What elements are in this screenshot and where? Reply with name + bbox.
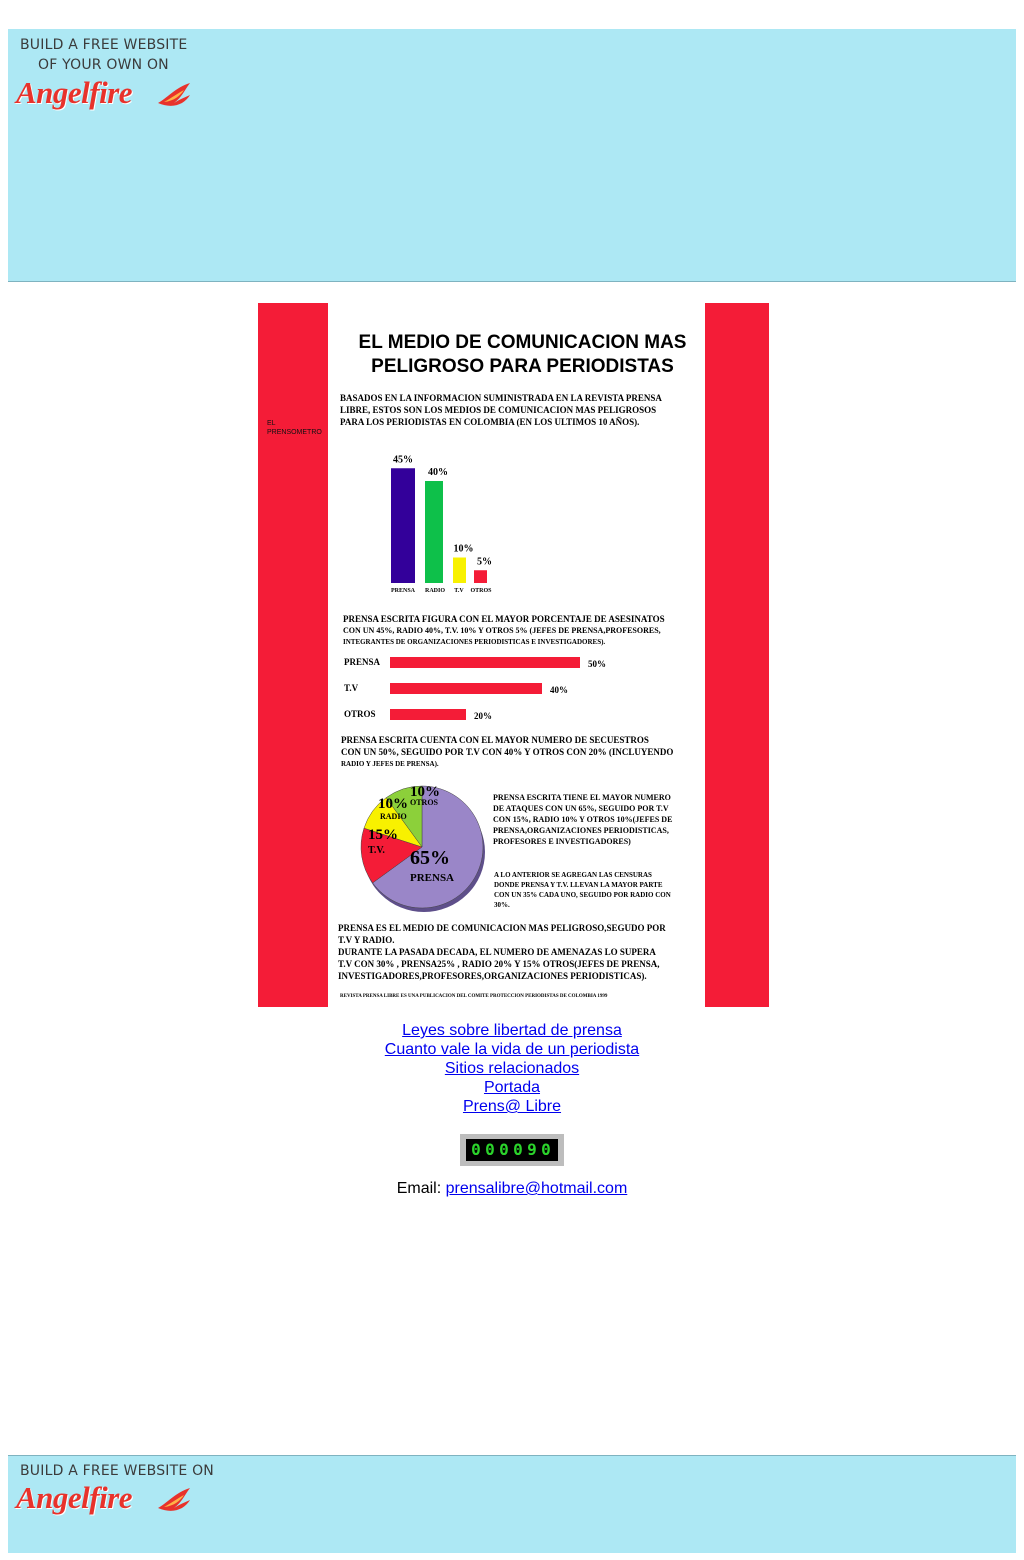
counter-digit: 9 bbox=[527, 1140, 537, 1159]
email-link[interactable]: prensalibre@hotmail.com bbox=[445, 1180, 628, 1197]
bar-prensa bbox=[391, 468, 415, 583]
flame-icon bbox=[156, 81, 192, 111]
pie-value-label: 65% bbox=[410, 847, 450, 869]
red-band-right bbox=[705, 303, 769, 1007]
pie-value-label: 10% bbox=[378, 796, 408, 812]
hbar-category-label: PRENSA bbox=[344, 657, 381, 667]
hbar-value-label: 50% bbox=[588, 659, 606, 669]
asesinatos-line: INTEGRANTES DE ORGANIZACIONES PERIODISTICAS E INVESTIGADORES). bbox=[343, 638, 606, 646]
pie-value-label: 10% bbox=[410, 784, 440, 800]
counter-digit: 0 bbox=[541, 1140, 551, 1159]
red-band-left bbox=[258, 303, 328, 1007]
bar-radio bbox=[425, 481, 443, 583]
bar-category-label: RADIO bbox=[424, 588, 446, 594]
pie-category-label: RADIO bbox=[380, 812, 407, 821]
censuras-line: DONDE PRENSA Y T.V. LLEVAN LA MAYOR PARTE bbox=[494, 881, 663, 889]
conclusion-line: T.V Y RADIO. bbox=[338, 935, 395, 945]
prensometro-poster bbox=[258, 303, 769, 1007]
angelfire-bottom-banner[interactable] bbox=[8, 1455, 1016, 1553]
hit-counter bbox=[460, 1134, 564, 1166]
asesinatos-text bbox=[343, 613, 665, 647]
bar-value-label: 40% bbox=[428, 467, 448, 478]
pie-category-label: PRENSA bbox=[410, 872, 455, 884]
side-label-line1: EL bbox=[267, 420, 276, 427]
asesinatos-line: CON UN 45%, RADIO 40%, T.V. 10% Y OTROS 5% (JEFES DE PRENSA,PROFESORES, bbox=[343, 626, 661, 635]
ataques-line: PRENSA,ORGANIZACIONES PERIODISTICAS, bbox=[493, 826, 669, 835]
hbar-value-label: 40% bbox=[550, 685, 568, 695]
pie-value-label: 15% bbox=[368, 827, 398, 843]
bar-tv bbox=[453, 558, 466, 584]
counter-digit: 0 bbox=[485, 1140, 495, 1159]
hbar-category-label: T.V bbox=[344, 683, 359, 693]
bar-otros bbox=[474, 570, 487, 583]
pie-category-label: T.V. bbox=[368, 845, 385, 856]
counter-digit: 0 bbox=[471, 1140, 481, 1159]
conclusion-line: T.V CON 30% , PRENSA25% , RADIO 20% Y 15% OTROS(JEFES DE PRENSA, bbox=[338, 959, 660, 969]
poster-title bbox=[340, 331, 705, 379]
counter-digit: 0 bbox=[513, 1140, 523, 1159]
intro-text bbox=[340, 392, 662, 428]
side-label bbox=[267, 419, 322, 437]
hbar-otros bbox=[390, 709, 466, 720]
conclusion-line: DURANTE LA PASADA DECADA, EL NUMERO DE AMENAZAS LO SUPERA bbox=[338, 947, 656, 957]
banner-text-line1: BUILD A FREE WEBSITE ON bbox=[20, 1463, 214, 1479]
hbar-category-label: OTROS bbox=[344, 709, 376, 719]
asesinatos-line: PRENSA ESCRITA FIGURA CON EL MAYOR PORCENTAJE DE ASESINATOS bbox=[343, 614, 665, 624]
censuras-line: A LO ANTERIOR SE AGREGAN LAS CENSURAS bbox=[494, 871, 652, 879]
intro-line: PARA LOS PERIODISTAS EN COLOMBIA (EN LOS ULTIMOS 10 AÑOS). bbox=[340, 417, 640, 427]
link-portada[interactable]: Portada bbox=[483, 1079, 541, 1096]
bar-value-label: 5% bbox=[477, 556, 492, 568]
poster-title-line2: PELIGROSO PARA PERIODISTAS bbox=[371, 356, 674, 377]
pie-chart bbox=[352, 777, 490, 915]
ataques-line: CON 15%, RADIO 10% Y OTROS 10%(JEFES DE bbox=[493, 815, 673, 824]
link-sitios[interactable]: Sitios relacionados bbox=[444, 1060, 580, 1077]
conclusion-line: PRENSA ES EL MEDIO DE COMUNICACION MAS PELIGROSO,SEGUDO POR bbox=[338, 923, 666, 933]
censuras-text bbox=[494, 870, 671, 910]
ataques-line: PRENSA ESCRITA TIENE EL MAYOR NUMERO bbox=[493, 793, 671, 802]
intro-line: BASADOS EN LA INFORMACION SUMINISTRADA EN LA REVISTA PRENSA bbox=[340, 393, 662, 403]
secuestros-line: PRENSA ESCRITA CUENTA CON EL MAYOR NUMERO DE SECUESTROS bbox=[341, 735, 649, 745]
angelfire-top-banner[interactable] bbox=[8, 29, 1016, 282]
pie-category-label: OTROS bbox=[410, 798, 439, 807]
censuras-line: 30%. bbox=[494, 901, 510, 909]
counter-digit: 0 bbox=[499, 1140, 509, 1159]
horizontal-bar-chart bbox=[342, 651, 632, 725]
secuestros-text bbox=[341, 734, 673, 770]
nav-links bbox=[0, 1021, 1024, 1116]
poster-footer: REVISTA PRENSA LIBRE ES UNA PUBLICACION DEL COMITE PROTECCION PERIODISTAS DE COLOMBIA 1999 bbox=[340, 994, 608, 999]
poster-title-line1: EL MEDIO DE COMUNICACION MAS bbox=[358, 332, 687, 353]
bar-category-label: OTROS bbox=[470, 588, 492, 594]
bar-value-label: 45% bbox=[393, 454, 413, 466]
angelfire-logo[interactable]: Angelfire bbox=[16, 75, 133, 110]
angelfire-logo[interactable]: Angelfire bbox=[16, 1480, 133, 1515]
link-prensa-libre[interactable]: Prens@ Libre bbox=[462, 1098, 562, 1115]
banner-text-line2: OF YOUR OWN ON bbox=[38, 57, 169, 73]
censuras-line: CON UN 35% CADA UNO, SEGUIDO POR RADIO CON bbox=[494, 891, 671, 899]
link-leyes[interactable]: Leyes sobre libertad de prensa bbox=[402, 1022, 622, 1039]
link-cuanto-vale[interactable]: Cuanto vale la vida de un periodista bbox=[384, 1041, 640, 1058]
ataques-text bbox=[493, 792, 672, 847]
conclusion-text bbox=[338, 922, 666, 982]
flame-icon bbox=[156, 1486, 192, 1516]
hbar-tv bbox=[390, 683, 542, 694]
hbar-prensa bbox=[390, 657, 580, 668]
bar-value-label: 10% bbox=[453, 543, 474, 555]
conclusion-line: INVESTIGADORES,PROFESORES,ORGANIZACIONES PERIODISTICAS). bbox=[338, 971, 647, 981]
ataques-line: PROFESORES E INVESTIGADORES) bbox=[493, 837, 631, 846]
hbar-value-label: 20% bbox=[474, 711, 492, 721]
hit-counter-digits bbox=[466, 1139, 558, 1161]
bar-category-label: PRENSA bbox=[390, 588, 416, 594]
secuestros-line: CON UN 50%, SEGUIDO POR T.V CON 40% Y OTROS CON 20% (INCLUYENDO bbox=[341, 747, 674, 757]
side-label-line2: PRENSOMETRO bbox=[267, 429, 322, 436]
vertical-bar-chart bbox=[378, 441, 518, 596]
intro-line: LIBRE, ESTOS SON LOS MEDIOS DE COMUNICACION MAS PELIGROSOS bbox=[340, 405, 657, 415]
ataques-line: DE ATAQUES CON UN 65%, SEGUIDO POR T.V bbox=[493, 804, 669, 813]
banner-text-line1: BUILD A FREE WEBSITE bbox=[20, 37, 188, 53]
secuestros-line: RADIO Y JEFES DE PRENSA). bbox=[341, 760, 439, 768]
email-label: Email: bbox=[396, 1180, 442, 1197]
bar-category-label: T.V bbox=[454, 588, 464, 594]
email-line bbox=[0, 1180, 1024, 1198]
